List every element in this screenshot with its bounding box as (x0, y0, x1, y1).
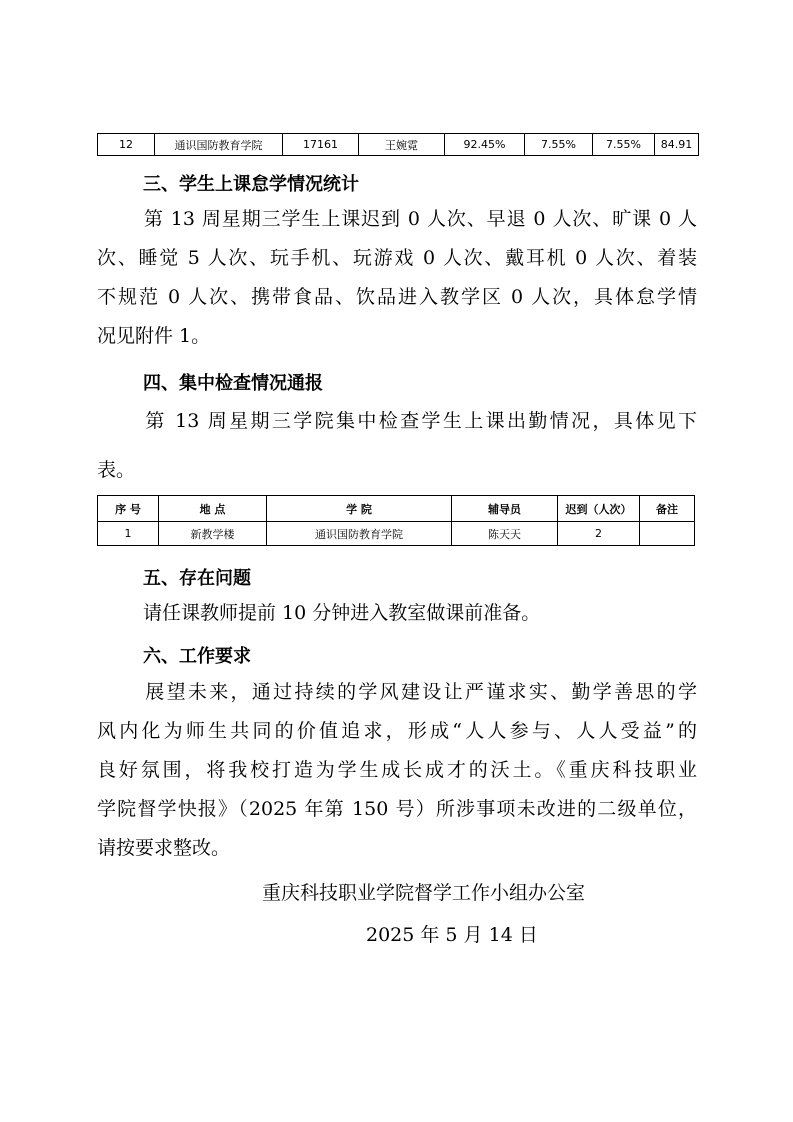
paragraph-line: 表。 (97, 459, 136, 481)
table-row (98, 134, 699, 156)
cell-location: 新教学楼 (159, 522, 267, 546)
paragraph-line: 请按要求整改。 (97, 837, 231, 859)
cell-college: 通识国防教育学院 (155, 134, 283, 156)
header-late: 迟到（人次） (558, 496, 640, 522)
signature-date: 2025 年 5 月 14 日 (366, 924, 538, 946)
paragraph-line: 展望未来，通过持续的学风建设让严谨求实、勤学善思的学 (143, 681, 697, 703)
cell-counselor: 王婉霓 (359, 134, 445, 156)
attendance-table-tail (97, 133, 699, 156)
section5-paragraph (97, 594, 697, 633)
section6-paragraph (97, 673, 697, 868)
section6-heading: 六、工作要求 (143, 646, 251, 667)
section4-paragraph (97, 402, 697, 490)
header-index: 序 号 (98, 496, 159, 522)
section5-heading: 五、存在问题 (143, 568, 251, 589)
cell-rate: 92.45% (445, 134, 525, 156)
cell-index: 12 (98, 134, 155, 156)
paragraph-line: 第 13 周星期三学生上课迟到 0 人次、早退 0 人次、旷课 0 人 (143, 208, 697, 230)
cell-counselor: 陈天天 (452, 522, 558, 546)
cell-rate: 7.55% (593, 134, 655, 156)
header-remark: 备注 (640, 496, 695, 522)
table-row (98, 522, 695, 546)
paragraph-line: 风内化为师生共同的价值追求，形成“人人参与、人人受益”的 (97, 720, 697, 742)
signature-org: 重庆科技职业学院督学工作小组办公室 (262, 882, 586, 904)
header-college: 学 院 (267, 496, 452, 522)
section3-paragraph (97, 200, 697, 356)
paragraph-line: 请任课教师提前 10 分钟进入教室做课前准备。 (143, 602, 541, 624)
header-counselor: 辅导员 (452, 496, 558, 522)
cell-count: 17161 (283, 134, 359, 156)
cell-rate: 7.55% (525, 134, 593, 156)
cell-college: 通识国防教育学院 (267, 522, 452, 546)
header-location: 地 点 (159, 496, 267, 522)
section4-heading: 四、集中检查情况通报 (143, 373, 323, 394)
cell-late: 2 (558, 522, 640, 546)
paragraph-line: 况见附件 1。 (97, 325, 211, 347)
section3-heading: 三、学生上课怠学情况统计 (143, 174, 359, 195)
inspection-table (97, 495, 695, 546)
cell-remark (640, 522, 695, 546)
paragraph-line: 第 13 周星期三学院集中检查学生上课出勤情况，具体见下 (143, 410, 697, 432)
paragraph-line: 次、睡觉 5 人次、玩手机、玩游戏 0 人次、戴耳机 0 人次、着装 (97, 247, 697, 269)
paragraph-line: 良好氛围，将我校打造为学生成长成才的沃土。《重庆科技职业 (97, 759, 697, 781)
table-header-row (98, 496, 695, 522)
cell-index: 1 (98, 522, 159, 546)
cell-score: 84.91 (655, 134, 699, 156)
paragraph-line: 学院督学快报》（2025 年第 150 号）所涉事项未改进的二级单位， (97, 798, 697, 820)
paragraph-line: 不规范 0 人次、携带食品、饮品进入教学区 0 人次，具体怠学情 (97, 286, 697, 308)
